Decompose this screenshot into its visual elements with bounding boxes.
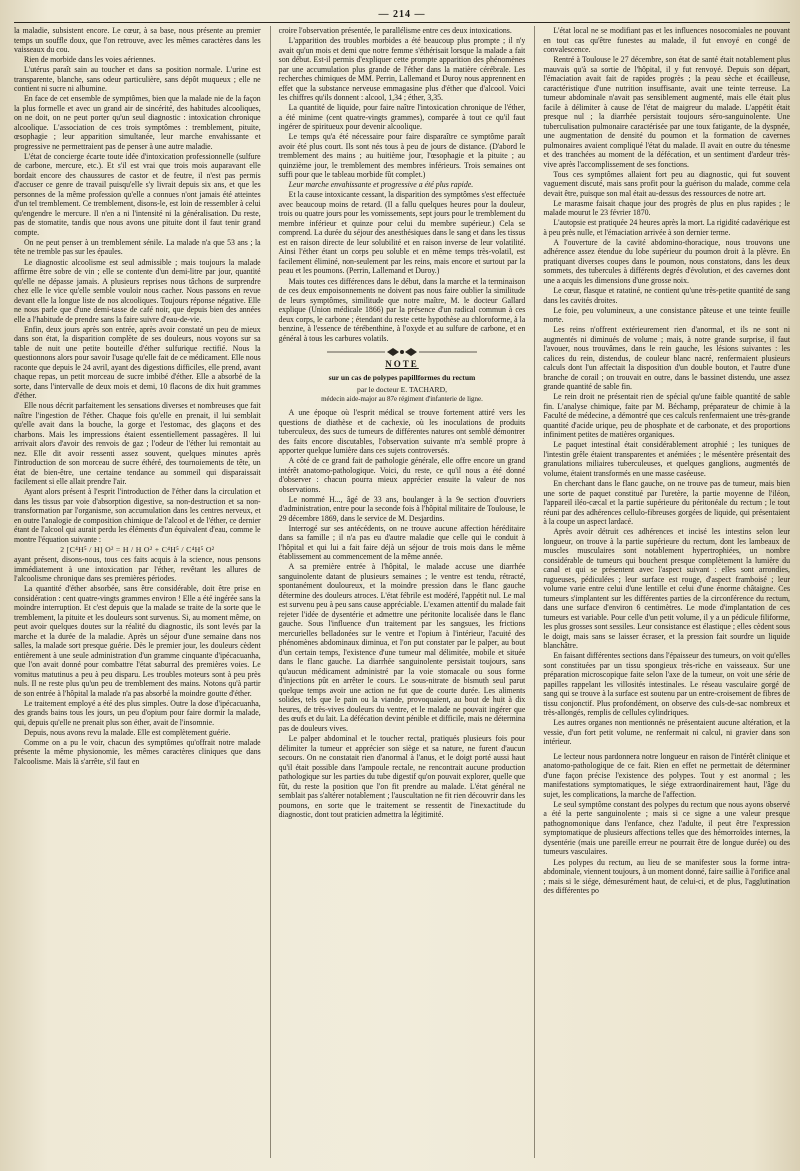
column-1 [14,26,261,1158]
paragraph: A une époque où l'esprit médical se trouve fortement attiré vers les questions de diathèse et de cachexie, où les inoculations de produits tuberculeux, des sucs de tumeurs de différentes natures ont semblé démontrer des faits encore discutables, l'observation suivante m'a semblé propre à apporter quelque lumière dans ces sujets controversés. [278,408,526,456]
paragraph: En face de cet ensemble de symptômes, bien que la malade nie de la façon la plus formelle et avec un grand air de sincérité, des habitudes alcooliques, on ne doit, on ne peut porter qu'un seul diagnostic : intoxication chronique alcoolique. L'association de ces trois symptômes : tremblement, pituite, œsophagie ; leur apparition simultanée, leur marche envahissante et progressive ne permettraient pas de penser à une autre maladie. [14,94,261,151]
paragraph: Après avoir détruit ces adhérences et incisé les intestins selon leur longueur, on trouve à la partie supérieure du rectum, dont les lambeaux de muscles musculaires sont notablement hypertrophiées, un nombre considérable de tumeurs qui bouchent presque complètement la lumière du canal et qui se présentent avec l'aspect suivant : elles sont arrondies, rugueuses, pédiculées ; leur surface est rouge, d'aspect framboisé ; leur volume varie entre celui d'une lentille et celui d'une énorme châtaigne. Ces tumeurs s'implantent sur les différentes parties de la circonférence du rectum, dans une surface d'environ 6 centimètres. Le mode d'implantation de ces tumeurs est variable. Pour celle d'un petit volume, il y a un pédicule filiforme, les plus grosses sont sessiles. Leur consistance est élastique ; elles cèdent sous le doigt, mais sans se laisser écraser, et la pression fait sourdre un liquide blanchâtre. [543,527,791,651]
note-affiliation: médecin aide-major au 87e régiment d'infanterie de ligne. [321,394,483,403]
paragraph: Interrogé sur ses antécédents, on ne trouve aucune affection héréditaire dans sa famille ; il n'a pas eu d'autre maladie que celle qui le conduit à l'hôpital et qui lui a fait faire déjà un séjour de trois mois dans le même établissement au commencement de la même année. [278,523,526,562]
paragraph: Le diagnostic alcoolisme est seul admissible ; mais toujours la malade affirme être sobre de vin ; elle se contente d'un demi-litre par jour, quantité qu'elle ne dépasse jamais. A plusieurs reprises nous tâchons de surprendre chez elle le vice qu'elle semble vouloir nous cacher. Nous passons en revue devant elle la longue liste de nos alcooliques. Toujours réponse négative. Elle ne nous parle que d'une demi-tasse de café noir, que depuis bien des années elle a l'habitude de prendre sans la faire suivre d'eau-de-vie. [14,257,261,324]
paragraph: Le rein droit ne présentait rien de spécial qu'une faible quantité de sable fin. L'analyse chimique, faite par M. Béchamp, préparateur de chimie à la Faculté de médecine, a démontré que ces calculs renfermaient une très-grande quantité d'acide urique, peu de phosphate et de carbonate, et des proportions infiniment petites de matières organiques. [543,392,791,440]
paragraph: Le lecteur nous pardonnera notre longueur en raison de l'intérêt clinique et anatomo-pathologique de ce fait. Rien en effet ne permettait de déterminer d'une façon précise l'existence des polypes. Tout y est anormal ; les manifestations symptomatiques, le siége extraordinairement haut, l'âge du sujet, les complications, la marche de l'affection. [543,751,791,799]
page-number: — 214 — [378,9,426,20]
paragraph: A sa première entrée à l'hôpital, le malade accuse une diarrhée sanguinolente datant de plusieurs semaines ; le ventre est tendu, rétracté, spontanément douloureux, et la moindre pression dans le flanc gauche détermine des douleurs atroces. L'état fébrile est modéré, l'appétit nul. Le mal est survenu peu à peu sans cause appréciable. L'examen attentif du malade fait rejeter l'idée de dysentérie et admettre une péritonite localisée dans le flanc gauche. Sous l'influence d'un traitement par les sangsues, les frictions mercurielles belladonées sur le ventre et l'opium à l'intérieur, l'acuité des phénomènes abdominaux diminua, et l'on put constater par le palper, au bout d'un certain temps, l'existence d'une tumeur mal délimitée, mobile et située dans le flanc gauche. La diarrhée sanguinolente persistait toujours, sans qu'aucun médicament administré par la voie stomacale ou sous forme d'injections pût en arrêter le cours. Le sous-nitrate de bismuth seul parut quelque temps avoir une action ne fut que de courte durée. Les aliments solides, tels que le pain ou la viande, provoquaient, au bout de huit à dix heures, de très-vives douleurs du ventre, et le malade ne pouvait ingérer que des œufs et du lait. La défécation devint pénible et difficile, mais ne détermina pas de douleurs vives. [278,562,526,733]
paragraph: Enfin, deux jours après son entrée, après avoir constaté un peu de mieux dans son état, la disparition complète de ses douleurs, nous voyons sur sa table de nuit une petite bouteille d'éther sulfurique rectifié. Nous la questionnons alors pour savoir l'usage qu'elle fait de ce médicament. Elle nous raconte que depuis le 24 avril, ayant des digestions difficiles, elle prend, avant chaque repas, un petit morceau de sucre imbibé d'éther. Elle a absorbé de la sorte, dans l'intervalle de deux mois et demi, 10 flacons de dix huit grammes d'éther. [14,324,261,401]
paragraph: Les reins n'offrent extérieurement rien d'anormal, et ils ne sont ni augmentés ni diminués de volume ; mais, à notre grande surprise, il faut l'avouer, nous trouvâmes, dans le rein gauche, les lésions suivantes : les calices du rein, distendus, de couleur blanc nacré, renfermaient plusieurs calculs dont l'un affectait la disposition d'un double bouton, et l'autre d'une branche de corail ; on trouvait en outre, dans le bassinet distendu, une assez grande quantité de sable fin. [543,325,791,392]
paragraph: On ne peut penser à un tremblement sénile. La malade n'a que 53 ans ; la tête ne tremble pas sur les épaules. [14,237,261,257]
paragraph: Le paquet intestinal était considérablement atrophié ; les tuniques de l'intestin grêle étaient transparentes et anémiées ; le mésentère présentait des granulations miliaires tuberculeuses, et quelques ganglions, augmentés de volume, étaient transformés en une masse caséeuse. [543,440,791,478]
paragraph: Le palper abdominal et le toucher rectal, pratiqués plusieurs fois pour délimiter la tumeur et apprécier son siège et sa nature, ne furent d'aucun secours. On ne constatait rien d'anormal à l'anus, et le doigt porté aussi haut qu'il était possible dans l'ampoule rectale, ne rencontrait aucune production pathologique sur les parties du tube digestif qu'on pouvait explorer, quelle que fût, du reste la position que l'on fit prendre au malade. L'état général ne semblait pas s'altérer notablement ; l'auscultation ne fit rien découvrir dans les poumons, en sorte que le traitement se ressentit de l'inexactitude du diagnostic, dont tout praticien admettra la légitimité. [278,734,526,820]
note-byline: par le docteur E. TACHARD, [357,385,447,395]
paragraph: L'état de concierge écarte toute idée d'intoxication professionnelle (sulfure de carbone, mercure, etc.). Et s'il est vrai que trois mois auparavant elle bordait encore des chaussures de castor et de feutre, il n'est pas permis d'accuser ce genre de travail puisqu'elle s'y livrait depuis six ans, et que les personnes de la même profession qu'elle a connues n'ont jamais été atteintes d'un tel tremblement. Ce tremblement, disons-le, est loin de ressembler à celui qu'engendre le mercure. Il n'en a ni l'intensité ni la généralisation. Du reste, pas de stomatite, tandis que nous avons une pituite dont il faut tenir grand compte. [14,151,261,237]
paragraph: La quantité d'éther absorbée, sans être considérable, doit être prise en considération : cent quatre-vingts grammes environ ! Elle a été ingérée sans la moindre interruption. Et c'est depuis que la malade se traite de la sorte que le tremblement, la pituite et les douleurs sont survenus. Si, au moment même, on peut avoir quelques doutes sur la réalité du diagnostic, ils sont levés par la marche et la durée de la maladie. Après un séjour d'une semaine dans nos salles, la malade sort presque guérie. Dès le premier jour, les douleurs cèdent entièrement à une seule administration d'un gramme cinquante d'ipécacuanha, que l'on avait donné pour combattre l'état saburral des premières voies. Le vomitus matutinus a peu à peu disparu. Les troubles moteurs sont à peu près nuls. Il ne reste plus qu'un peu de tremblement des mains. Notons qu'à partir de son entrée à l'hôpital la malade n'a pas absorbé la moindre goutte d'éther. [14,584,261,698]
column-3 [534,26,790,1158]
paragraph: Rien de morbide dans les voies aériennes. [24,55,156,65]
paragraph: A côté de ce grand fait de pathologie générale, elle offre encore un grand intérêt anatomo-pathologique. Voici, du reste, ce qu'il nous a été donné d'observer : chacun pourra mieux apprécier ensuite la valeur de nos observations. [278,456,526,494]
paragraph: En faisant différentes sections dans l'épaisseur des tumeurs, on voit qu'elles sont constituées par un tissu spongieux très-riche en vaisseaux. Sur une préparation microscopique faite selon l'axe de la tumeur, on voit une série de papilles rappelant les villosités intestinales. Le réseau vasculaire gorgé de sang qui se trouve à la surface est soutenu par un entre-croisement de fibres de tissu conjonctif. Plus profondément, on observe des culs-de-sac nombreux et très-allongés, remplis de cellules cylindriques. [543,651,791,718]
paragraph: Les polypes du rectum, au lieu de se manifester sous la forme intra-abdominale, viennent toujours, à un moment donné, faire saillie à l'orifice anal ; mais si le siége, démesurément haut, de celui-ci, et de plus, l'agglutination des différentes po [543,857,791,895]
paragraph: ayant présent, disons-nous, tous ces faits acquis à la science, nous pensons immédiatement à une intoxication par l'éther, revêtant les allures de l'alcoolisme chronique dans ses premières périodes. [14,555,261,584]
paragraph: L'état local ne se modifiant pas et les influences nosocomiales ne pouvant en tout cas qu'être funestes au malade, il fut envoyé en congé de convalescence. [543,26,791,54]
paragraph: Le traitement employé a été des plus simples. Outre la dose d'ipécacuanha, des grands bains tous les jours, un peu d'opium pour faire dormir la malade, qui, depuis qu'elle ne prenait plus son éther, avait de l'insomnie. [14,698,261,727]
text-columns [14,26,790,1158]
paragraph: La quantité de liquide, pour faire naître l'intoxication chronique de l'éther, a été minime (cent quatre-vingts grammes), comparée à tout ce qu'il faut ingérer de spiritueux pour devenir alcoolique. [278,103,526,132]
chemical-equation: 2 [C⁴H⁵ / H] O² = H / H O² + C⁴H⁵ / C⁴H⁵ O² [60,544,215,554]
paragraph: Comme on a pu le voir, chacun des symptômes qu'offrait notre malade présente la même physionomie, les mêmes caractères cliniques que dans l'alcoolisme. Mais là s'arrête, s'il faut en [14,737,261,766]
paragraph: L'apparition des troubles morbides a été beaucoup plus prompte ; il n'y avait qu'un mois et demi que notre femme s'éthérisait lorsque la malade a fait son début. Est-il permis d'expliquer cette prompte apparition des phénomènes par une accumulation plus grande de l'éther dans la matière cérébrale. Les recherches chimiques de MM. Perrin, Lallemand et Duroy nous apprennent en effet que la substance nerveuse emmagasine plus d'éther que d'alcool. Voici les chiffres qu'ils donnent : alcool, 1,34 ; éther, 3,35. [278,36,526,103]
paragraph: Les autres organes non mentionnés ne présentaient aucune altération, et la vessie, d'un fort petit volume, ne renfermait ni calcul, ni gravier dans son intérieur. [543,718,791,747]
header-rule [14,22,790,23]
paragraph: Et la cause intoxicante cessant, la disparition des symptômes s'est effectuée avec beaucoup moins de retard. (Il a fallu quelques heures pour la douleur, trois ou quatre jours pour les vomissements, sept jours pour le tremblement du membre inférieur et quinze pour celui du membre supérieur.) Cela se comprend. La durée du séjour des anesthésiques dans le sang et dans les tissus est en raison directe de leur solubilité et en raison inverse de leur volatilité. Ainsi l'éther étant un corps peu soluble et en même temps très-volatil, est facilement éliminé, non-seulement par les reins, mais encore et surtout par la peau et les poumons. (Perrin, Lallemand et Duroy.) [278,190,526,276]
paragraph: Ayant alors présent à l'esprit l'introduction de l'éther dans la circulation et dans les tissus par voie d'absorption digestive, sa non-destruction et sa non-transformation par l'organisme, son accumulation dans les centres nerveux, et en outre l'analogie de composition chimique de l'alcool et de l'éther, ce dernier étant de l'alcool qui aurait perdu les éléments d'un équivalent d'eau, comme le montre l'équation suivante : [14,487,261,544]
paragraph: Rentré à Toulouse le 27 décembre, son état de santé était notablement plus mauvais qu'à sa sortie de l'hôpital, il y fut renvoyé. Depuis son départ, l'émaciation avait fait de rapides progrès ; la peau sèche et écailleuse, caractéristique d'une nutrition insuffisante, avait une teinte terreuse. La tumeur abdominale n'avait pas sensiblement augmenté, mais elle était plus facile à délimiter à cause de l'état de maigreur du malade. L'appétit était presque nul ; la diarrhée persistait toujours séro-sanguinolente. Une tuberculisation pulmonaire caractérisée par une toux fatigante, de la dyspnée, une augmentation de densité du poumon et la formation de cavernes pulmonaires avaient compliqué l'état du malade. Il avait en outre du ténesme et des tranchées au moment de la défécation, et un sentiment d'ardeur très-vive après l'accomplissement de ses fonctions. [543,55,791,169]
paragraph: Mais toutes ces différences dans le début, dans la marche et la terminaison de ces deux empoisonnements ne doivent pas nous faire oublier la similitude de leurs symptômes, similitude que notre maître, M. le docteur Gallard explique (Union médicale 1866) par la présence d'un radical commun à ces deux corps, le carbone ; étendant du reste cette hypothèse au chloroforme, à la benzine, à l'essence de térébenthine, à l'oxyde et au sulfure de carbone, et en général à tous les carbures volatils. [278,276,526,343]
paragraph: L'utérus paraît sain au toucher et dans sa position normale. L'urine est transparente, blanche, sans odeur particulière, sans dépôt muqueux ; elle ne contient ni sucre ni albumine. [14,65,261,94]
paragraph: A l'ouverture de la cavité abdomino-thoracique, nous trouvons une adhérence assez étendue du lobe supérieur du poumon droit à la plèvre. En pratiquant diverses coupes dans le poumon, nous constatons, dans les deux sommets, des tubercules à différents degrés d'évolution, et des cavernes dont une a acquis les dimensions d'une grosse noix. [543,237,791,285]
section-ornament [279,346,526,358]
paragraph: Leur marche envahissante et progressive a été plus rapide. [288,180,474,190]
paragraph: Le temps qu'a été nécessaire pour faire disparaître ce symptôme paraît avoir été plus court. Ils sont nés tous à peu de jours de distance. (D'abord le tremblement des mains ; au huitième jour, l'œsophagie et la pituite ; au quinzième jour, le tremblement des membres inférieurs. Trois semaines ont suffi pour que le tableau morbide fût complet.) [278,132,526,180]
paragraph: croire l'observation présentée, le parallélisme entre ces deux intoxications. [278,26,512,35]
paragraph: Tous ces symptômes allaient fort peu au diagnostic, qui fut souvent vaguement discuté, mais sans profit pour la guérison du malade, comme cela devait être, puisque son mal était au-dessus des ressources de notre art. [543,169,791,198]
paragraph: Depuis, nous avons revu la malade. Elle est complètement guérie. [24,727,231,737]
paragraph: Le foie, peu volumineux, a une consistance pâteuse et une teinte feuille morte. [543,305,791,325]
paragraph: Le marasme faisait chaque jour des progrès de plus en plus rapides ; le malade mourut le 23 février 1870. [543,198,791,218]
note-subtitle: sur un cas de polypes papillformes du rectum [328,372,476,382]
paragraph: Le cœur, flasque et ratatiné, ne contient qu'une très-petite quantité de sang dans les cavités droites. [543,286,791,305]
column-2 [270,26,526,1158]
paragraph: L'autopsie est pratiquée 24 heures après la mort. La rigidité cadavérique est à peu près nulle, et l'émaciation arrivée à son dernier terme. [543,218,791,237]
paragraph: la maladie, subsistent encore. Le cœur, à sa base, nous présente au premier temps un souffle doux, que l'on retrouve, avec les mêmes caractères dans les vaisseaux du cou. [14,26,261,54]
paragraph: En cherchant dans le flanc gauche, on ne trouve pas de tumeur, mais bien une sorte de paquet constitué par l'uretère, la partie moyenne de l'iléon, l'appareil iléo-cæcal et la partie supérieure du péritonéale du rectum ; le tout réuni par des adhérences cellulo-fibreuses gorgées de liquide, qui présentaient à la coupe un aspect lardacé. [543,479,791,527]
paragraph: Le nommé H..., âgé de 33 ans, boulanger à la 9e section d'ouvriers d'administration, entre pour la seconde fois à l'hôpital militaire de Toulouse, le 29 décembre 1869, dans le service de M. Desjardins. [278,494,526,523]
paragraph: Le seul symptôme constant des polypes du rectum que nous ayons observé a été la perte sanguinolente ; mais si ce signe a une valeur presque pathognomonique dans l'enfance, chez l'adulte, il peut être l'expression symptomatique de plusieurs affections telles que des hémorroïdes internes, la dysentérie (mais une pareille erreur ne pourrait être de longue durée) ou des tumeurs vasculaires. [543,799,791,857]
paragraph: Elle nous décrit parfaitement les sensations diverses et nombreuses que fait naître l'ingestion de l'éther. Chaque fois qu'elle en prenait, il lui semblait qu'elle avait dans la bouche, la gorge et l'estomac, des glaçons et des charbons. Mais les impressions étaient essentiellement passagères. Il lui arrivait alors d'avoir des renvois de gaz ; l'odeur de l'éther lui remontait au nez. Elle dit avoir ressenti assez souvent, quelques minutes après l'introduction de son morceau de sucre éthéré, des tournoiements de tête, un état de bien-être, une certaine tendance au sommeil qui disparaissait facilement si elle allait prendre l'air. [14,401,261,487]
note-title: NOTE [385,359,419,370]
